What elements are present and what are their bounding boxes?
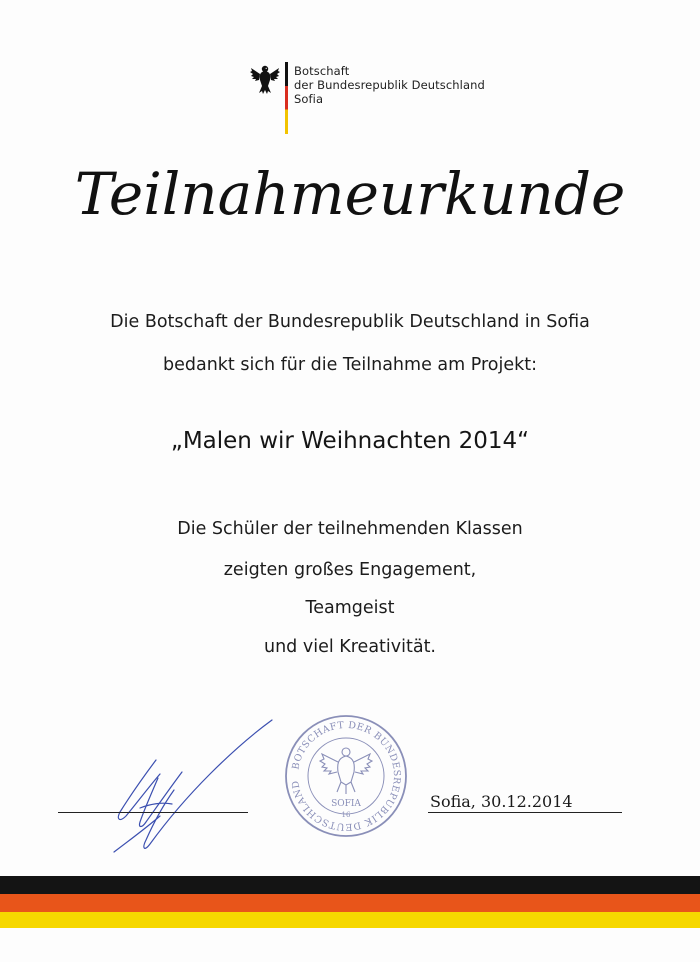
signature-line <box>58 812 248 813</box>
embassy-name-line1: Botschaft <box>294 64 350 78</box>
seal-number: 16 <box>341 811 351 819</box>
embassy-name <box>294 64 485 106</box>
certificate-title: Teilnahmeurkunde <box>74 160 626 228</box>
flag-stripe-red <box>0 894 700 912</box>
embassy-seal <box>282 712 410 840</box>
praise-line-2: zeigten großes Engagement, <box>223 560 477 580</box>
praise-line-3: Teamgeist <box>305 598 395 618</box>
seal-eagle-icon <box>320 748 372 794</box>
date-line <box>428 812 622 813</box>
flag-stripe-black <box>0 876 700 894</box>
issue-date: Sofia, 30.12.2014 <box>430 792 573 811</box>
embassy-name-line3: Sofia <box>294 92 324 106</box>
seal-city: SOFIA <box>331 799 361 809</box>
praise-line-4: und viel Kreativität. <box>264 637 436 657</box>
flag-stripe-gold <box>0 912 700 928</box>
intro-line-1: Die Botschaft der Bundesrepublik Deutschland in Sofia <box>110 312 590 332</box>
seal-ring-text: BOTSCHAFT DER BUNDESREPUBLIK DEUTSCHLAND <box>290 719 403 833</box>
federal-eagle-icon <box>250 62 280 96</box>
embassy-logo <box>250 62 510 136</box>
handwritten-signature <box>100 712 280 862</box>
praise-line-1: Die Schüler der teilnehmenden Klassen <box>177 519 523 539</box>
embassy-name-line2: der Bundesrepublik Deutschland <box>294 78 485 92</box>
flag-bar <box>285 62 288 134</box>
project-name: „Malen wir Weihnachten 2014“ <box>170 428 530 454</box>
intro-line-2: bedankt sich für die Teilnahme am Projekt: <box>162 355 538 375</box>
